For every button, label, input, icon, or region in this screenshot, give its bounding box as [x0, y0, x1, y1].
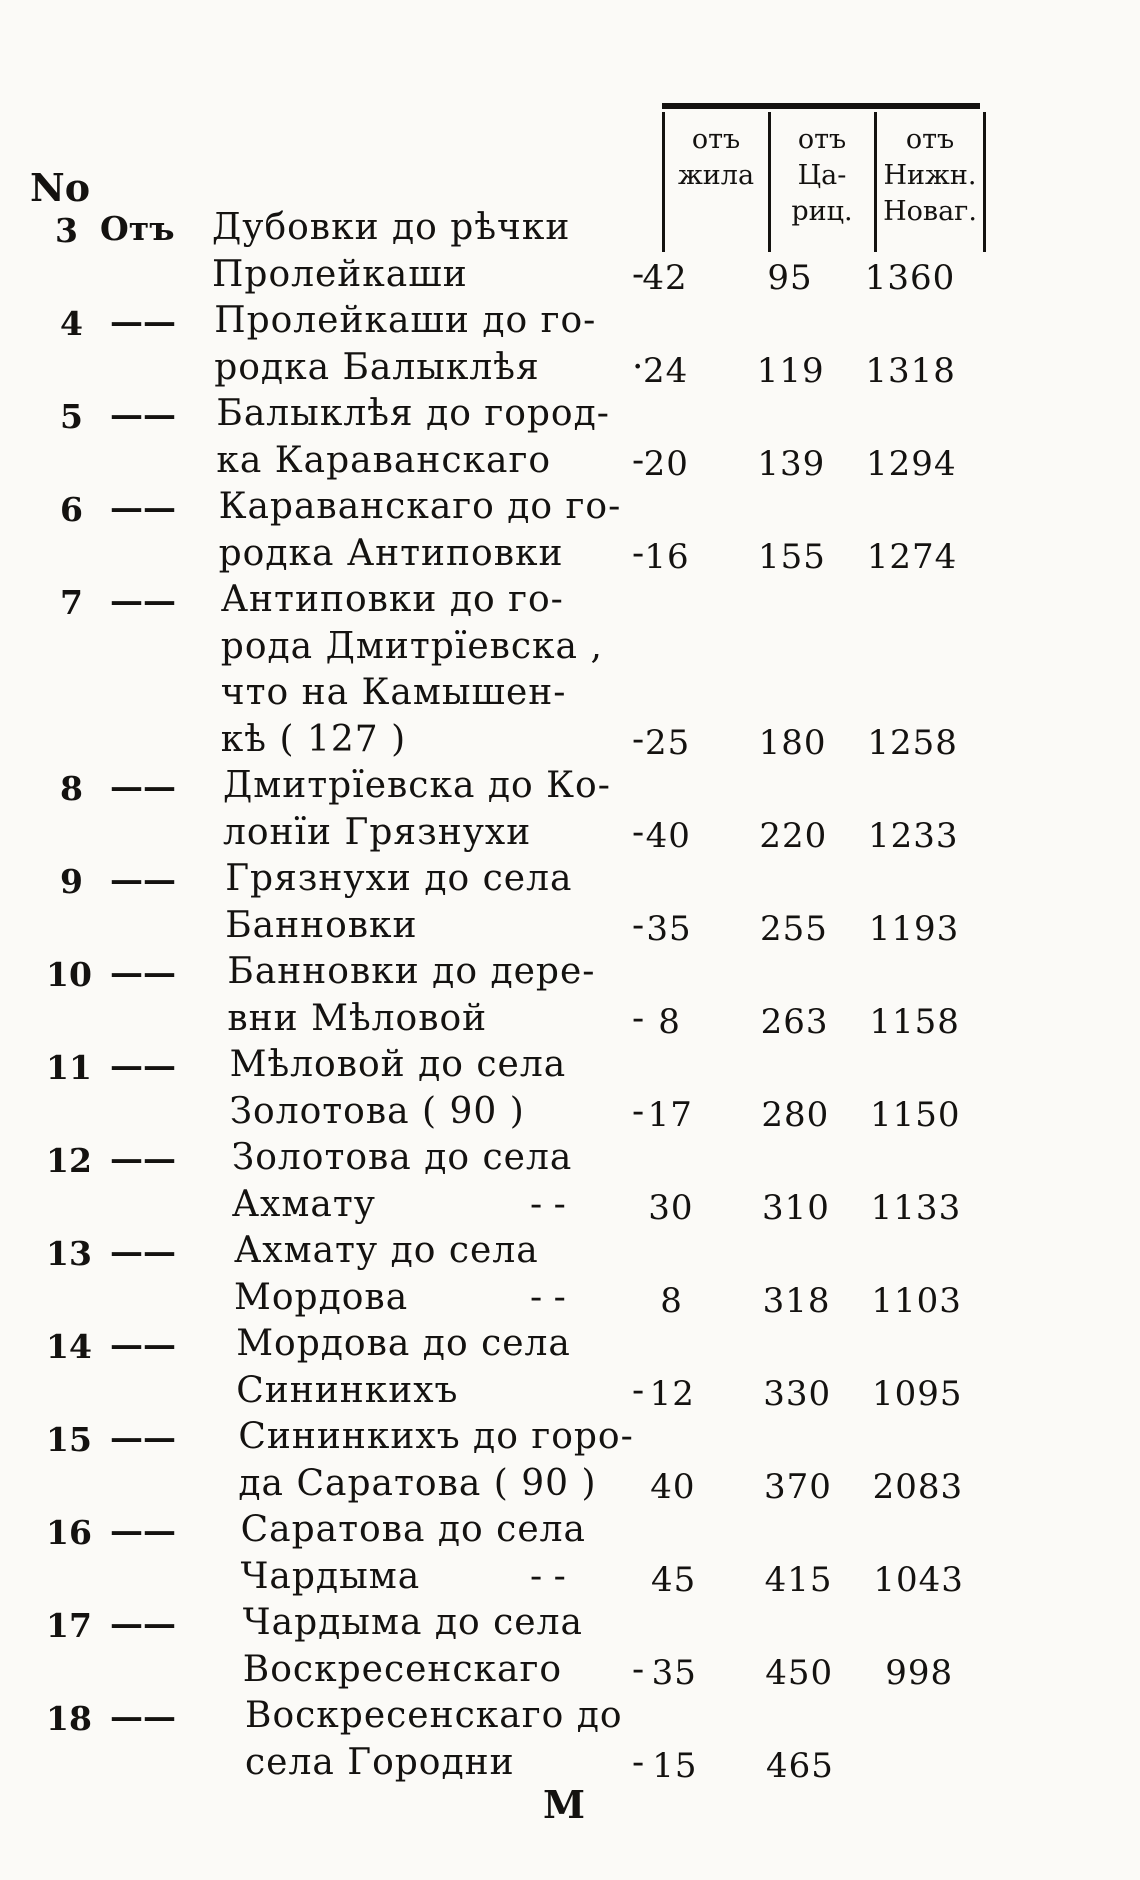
leader-dash: - -	[530, 1276, 566, 1318]
route-text-line: ка Караванскаго	[216, 439, 552, 481]
row-number: 13	[46, 1234, 92, 1273]
distance-v3: 1043	[873, 1559, 964, 1600]
leader-dash: -	[632, 532, 645, 574]
distance-v2: 155	[758, 536, 826, 577]
row-dash: ——	[110, 1046, 176, 1085]
route-text-line: Мѣловой до села	[229, 1044, 567, 1085]
row-dash: ——	[110, 1232, 176, 1271]
route-text-line: кѣ ( 127 )	[220, 718, 407, 760]
distance-v1: 40	[650, 1466, 696, 1507]
distance-v1: 20	[643, 443, 689, 484]
route-text-line: Сининкихъ	[236, 1369, 459, 1411]
route-text-line: Мордова до села	[236, 1323, 571, 1364]
row-number: 6	[60, 490, 83, 529]
route-text-line: да Саратова ( 90 )	[238, 1462, 597, 1504]
row-dash: ——	[110, 1325, 176, 1364]
distance-v1: 42	[642, 257, 688, 298]
row-number: 7	[60, 583, 83, 622]
route-text-line: Антиповки до го-	[220, 579, 564, 620]
route-text-line: Воскресенскаго до	[245, 1695, 623, 1736]
row-dash: ——	[110, 953, 176, 992]
distance-v3: 1103	[871, 1280, 962, 1321]
distance-v1: 24	[643, 350, 689, 391]
row-dash: ——	[110, 1139, 176, 1178]
route-text-line: лонїи Грязнухи	[223, 811, 532, 853]
distance-v2: 450	[765, 1652, 834, 1693]
leader-dash: -	[632, 1090, 645, 1132]
row-dash: ——	[110, 1511, 176, 1550]
distance-v2: 119	[756, 350, 825, 391]
distance-v3: 1233	[868, 815, 959, 856]
route-text-line: Караванскаго до го-	[218, 486, 622, 527]
distance-v2: 330	[763, 1373, 832, 1414]
leader-dash: -	[632, 1369, 645, 1411]
distance-v1: 15	[652, 1745, 698, 1786]
row-number: 8	[60, 769, 83, 808]
route-text-line: Чардыма	[240, 1555, 421, 1597]
row-number: 14	[46, 1327, 92, 1366]
route-text-line: Ахмату	[231, 1183, 376, 1225]
row-number: 11	[46, 1048, 92, 1087]
number-column-header: No	[30, 165, 91, 210]
row-number: 5	[60, 397, 83, 436]
distance-v2: 318	[762, 1280, 831, 1321]
distance-v1: 45	[650, 1559, 697, 1600]
row-dash: ——	[110, 488, 176, 527]
route-text-line: рода Дмитрїевска ,	[220, 625, 603, 667]
route-text-line: Воскресенскаго	[242, 1648, 563, 1690]
route-text-line: Банновки до дере-	[227, 951, 596, 992]
distance-v3: 1150	[870, 1094, 961, 1135]
row-dash: ——	[110, 860, 176, 899]
distance-v1: 12	[649, 1373, 695, 1414]
route-text-line: Чардыма до села	[242, 1602, 583, 1643]
row-number: 18	[46, 1699, 92, 1738]
distance-v3: 1095	[871, 1373, 963, 1414]
col-header-tsaritsyn-text: отъ Ца- риц.	[791, 124, 853, 227]
route-text-line: вни Мѣловой	[227, 997, 488, 1039]
col-header-distance	[662, 112, 767, 252]
row-number: 15	[46, 1420, 92, 1459]
route-text-line: Балыклѣя до город-	[216, 393, 610, 434]
row-number: 4	[60, 304, 83, 343]
distance-v1: 17	[647, 1094, 693, 1135]
route-text-line: Дмитрїевска до Ко-	[223, 765, 611, 806]
distance-v3: 1158	[869, 1001, 960, 1042]
col-header-distance-text: отъ жила	[677, 124, 755, 191]
distance-v3: 1360	[864, 257, 956, 298]
route-text-line: Золотова ( 90 )	[229, 1090, 525, 1132]
route-text-line: Ахмату до села	[234, 1230, 539, 1271]
row-number: 17	[46, 1606, 92, 1645]
leader-dash: -	[632, 904, 645, 946]
row-number: 16	[46, 1513, 92, 1552]
distance-v3: 1318	[865, 350, 956, 391]
row-number: 9	[60, 862, 83, 901]
distance-v2: 280	[761, 1094, 830, 1135]
row-dash: ——	[110, 395, 176, 434]
leader-dash: -	[632, 439, 645, 481]
route-text-line: Банновки	[225, 904, 418, 946]
route-text-line: Пролейкаши до го-	[214, 300, 597, 341]
distance-v2: 263	[760, 1001, 829, 1042]
col-header-nizhny	[874, 112, 986, 252]
route-text-line: что на Камышен-	[220, 672, 567, 713]
col-header-nizhny-text: отъ Нижн. Новаг.	[883, 124, 977, 227]
distance-v2: 95	[767, 257, 813, 298]
row-number: 12	[46, 1141, 92, 1180]
distance-v2: 255	[760, 908, 828, 949]
leader-dash: - -	[530, 1555, 566, 1597]
distance-v3: 1133	[870, 1187, 962, 1228]
distance-v2: 415	[764, 1559, 833, 1600]
route-text-line: родка Антиповки	[218, 532, 564, 574]
leader-dash: -	[632, 811, 645, 853]
distance-v1: 35	[646, 908, 692, 949]
distance-v2: 310	[761, 1187, 830, 1228]
distance-v3: 1274	[866, 536, 958, 577]
route-text-line: Золотова до села	[231, 1137, 573, 1178]
distance-v2: 220	[759, 815, 828, 856]
row-dash: Отъ	[100, 209, 175, 248]
route-text-line: села Городни	[245, 1741, 515, 1783]
distance-v1: 35	[651, 1652, 697, 1693]
route-text-line: Саратова до села	[240, 1509, 586, 1550]
distance-v2: 465	[765, 1745, 834, 1786]
distance-v1: 25	[644, 722, 691, 763]
row-dash: ——	[110, 1697, 176, 1736]
distance-v3: 998	[885, 1652, 954, 1693]
row-dash: ——	[110, 581, 176, 620]
row-dash: ——	[110, 1604, 176, 1643]
distance-v2: 180	[758, 722, 827, 763]
distance-v1: 40	[645, 815, 691, 856]
distance-v3: 1258	[867, 722, 958, 763]
distance-v1: 8	[660, 1280, 683, 1321]
distance-v1: 16	[644, 536, 690, 577]
leader-dash: -	[632, 1741, 645, 1783]
distance-v3: 1294	[866, 443, 957, 484]
route-text-line: Грязнухи до села	[225, 858, 573, 899]
distance-v1: 30	[648, 1187, 694, 1228]
leader-dash: -	[632, 253, 645, 295]
row-dash: ——	[110, 1418, 176, 1457]
leader-dash: ·	[632, 346, 644, 388]
row-dash: ——	[110, 767, 176, 806]
route-text-line: Сининкихъ до горо-	[238, 1416, 634, 1457]
header-rule	[662, 103, 980, 109]
distance-v3: 2083	[872, 1466, 964, 1507]
route-text-line: Дубовки до рѣчки	[212, 207, 571, 248]
distance-v3: 1193	[868, 908, 960, 949]
distance-v1: 8	[658, 1001, 681, 1042]
col-header-tsaritsyn	[768, 112, 873, 252]
leader-dash: -	[632, 1648, 645, 1690]
row-dash: ——	[110, 302, 176, 341]
route-text-line: Пролейкаши	[212, 253, 468, 295]
route-text-line: родка Балыклѣя	[214, 346, 540, 388]
signature-mark: М	[543, 1782, 586, 1827]
leader-dash: - -	[530, 1183, 566, 1225]
row-number: 3	[55, 211, 78, 250]
distance-v2: 370	[763, 1466, 832, 1507]
row-number: 10	[46, 955, 92, 994]
leader-dash: -	[632, 718, 645, 760]
leader-dash: -	[632, 997, 645, 1039]
route-text-line: Мордова	[234, 1276, 409, 1318]
distance-v2: 139	[757, 443, 826, 484]
